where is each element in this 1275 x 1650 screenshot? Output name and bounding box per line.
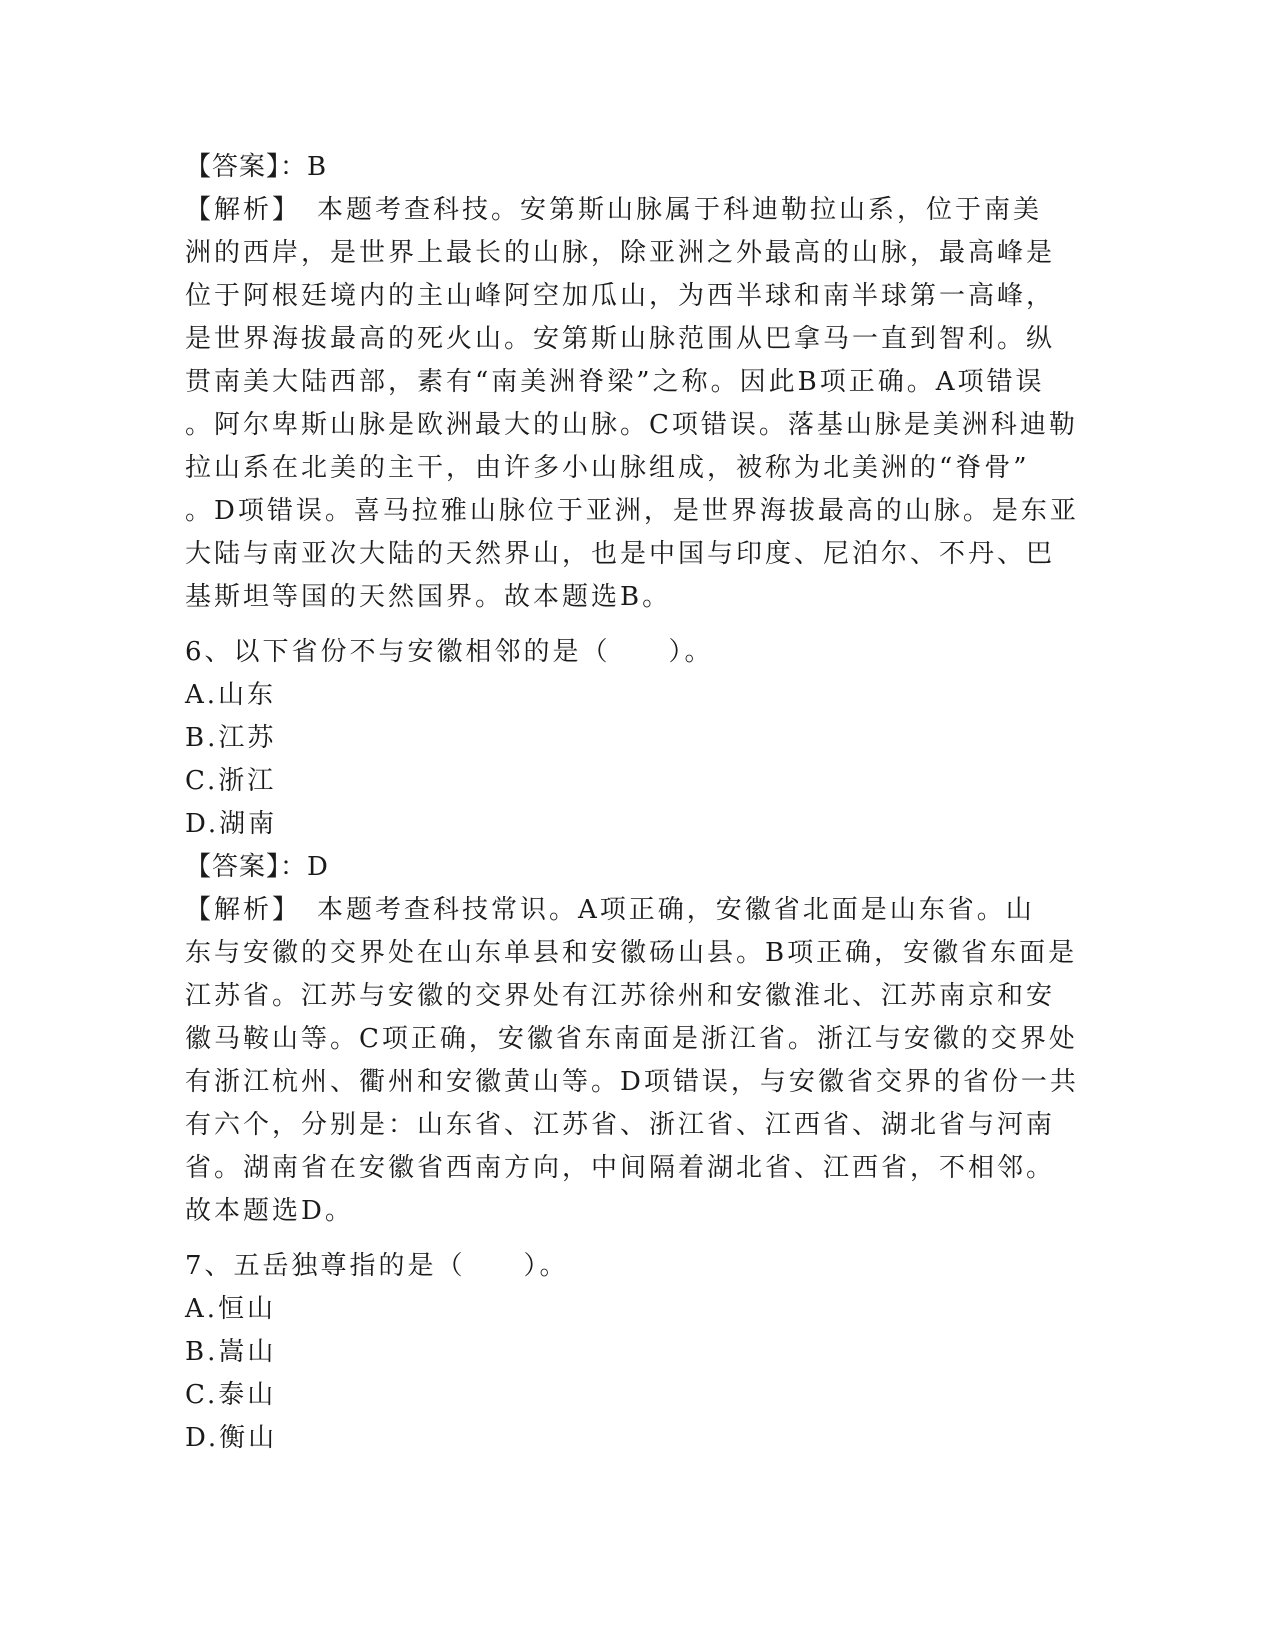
document-page bbox=[185, 146, 1085, 1460]
q7-question: 7、五岳独尊指的是（ ）。 bbox=[185, 1251, 569, 1281]
q6-analysis-line-3: 江苏省。江苏与安徽的交界处有江苏徐州和安徽淮北、江苏南京和安 bbox=[185, 981, 1056, 1011]
q6-question: 6、以下省份不与安徽相邻的是（ ）。 bbox=[185, 637, 714, 667]
q6-option-b: B.江苏 bbox=[185, 723, 277, 753]
q7-option-c: C.泰山 bbox=[185, 1380, 277, 1410]
q7-option-d: D.衡山 bbox=[185, 1423, 278, 1453]
q7-option-a: A.恒山 bbox=[185, 1294, 277, 1324]
q6-analysis-line-5: 有浙江杭州、衢州和安徽黄山等。D项错误，与安徽省交界的省份一共 bbox=[185, 1067, 1079, 1097]
q5-analysis-line-8: 。D项错误。喜马拉雅山脉位于亚洲，是世界海拔最高的山脉。是东亚 bbox=[185, 496, 1079, 526]
q7-option-b: B.嵩山 bbox=[185, 1337, 277, 1367]
q5-analysis-line-3: 位于阿根廷境内的主山峰阿空加瓜山，为西半球和南半球第一高峰， bbox=[185, 281, 1056, 311]
q6-option-a: A.山东 bbox=[185, 680, 277, 710]
q5-analysis-line-6: 。阿尔卑斯山脉是欧洲最大的山脉。C项错误。落基山脉是美洲科迪勒 bbox=[185, 410, 1078, 440]
q6-analysis-line-6: 有六个，分别是：山东省、江苏省、浙江省、江西省、湖北省与河南 bbox=[185, 1110, 1056, 1140]
spacer bbox=[185, 619, 1085, 631]
q6-analysis-line-7: 省。湖南省在安徽省西南方向，中间隔着湖北省、江西省，不相邻。 bbox=[185, 1153, 1056, 1183]
q5-analysis-line-7: 拉山系在北美的主干，由许多小山脉组成，被称为北美洲的“脊骨” bbox=[185, 453, 1030, 483]
q6-option-c: C.浙江 bbox=[185, 766, 277, 796]
q5-analysis-line-9: 大陆与南亚次大陆的天然界山，也是中国与印度、尼泊尔、不丹、巴 bbox=[185, 539, 1056, 569]
q5-analysis-line-1: 【解析】 本题考查科技。安第斯山脉属于科迪勒拉山系，位于南美 bbox=[185, 195, 1043, 225]
q6-analysis-line-4: 徽马鞍山等。C项正确，安徽省东南面是浙江省。浙江与安徽的交界处 bbox=[185, 1024, 1078, 1054]
q5-analysis-line-5: 贯南美大陆西部，素有“南美洲脊梁”之称。因此B项正确。A项错误 bbox=[185, 367, 1045, 397]
q5-answer: 【答案】：B bbox=[185, 152, 328, 182]
q6-option-d: D.湖南 bbox=[185, 809, 278, 839]
spacer bbox=[185, 1233, 1085, 1245]
q6-analysis-line-1: 【解析】 本题考查科技常识。A项正确，安徽省北面是山东省。山 bbox=[185, 895, 1035, 925]
q5-analysis-line-2: 洲的西岸，是世界上最长的山脉，除亚洲之外最高的山脉，最高峰是 bbox=[185, 238, 1056, 268]
q6-analysis-line-8: 故本题选D。 bbox=[185, 1196, 354, 1226]
q5-analysis-line-4: 是世界海拔最高的死火山。安第斯山脉范围从巴拿马一直到智利。纵 bbox=[185, 324, 1056, 354]
q6-answer: 【答案】：D bbox=[185, 852, 329, 882]
q5-analysis-line-10: 基斯坦等国的天然国界。故本题选B。 bbox=[185, 582, 672, 612]
q6-analysis-line-2: 东与安徽的交界处在山东单县和安徽砀山县。B项正确，安徽省东面是 bbox=[185, 938, 1078, 968]
